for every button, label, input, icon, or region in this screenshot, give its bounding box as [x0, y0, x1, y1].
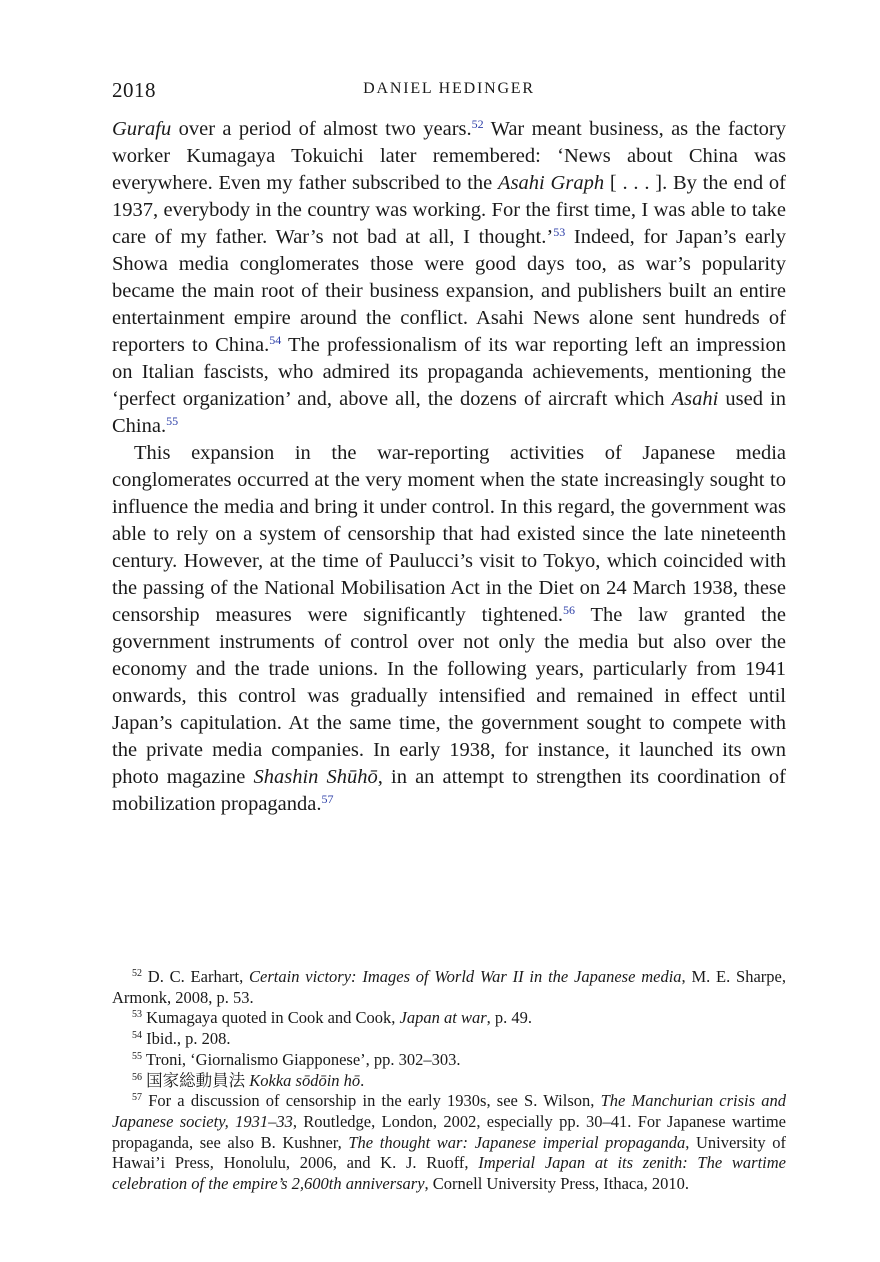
footnote-ref: 56 — [563, 603, 576, 617]
footnote-ref: 52 — [132, 968, 142, 979]
footnote-ref: 52 — [471, 117, 484, 131]
text-run: . — [360, 1070, 365, 1090]
text-run: , in an attempt to strengthen its coordination of mobilization propaganda. — [112, 766, 786, 815]
text-run: Kumagaya quoted in Cook and Cook, — [142, 1008, 400, 1028]
footnote-ref: 56 — [132, 1071, 142, 1083]
footnote-ref: 54 — [269, 333, 282, 347]
footnote — [112, 1071, 786, 1092]
italic-text: Shashin Shūhō — [253, 766, 378, 788]
italic-text: The thought war: Japanese imperial propaganda — [348, 1132, 686, 1152]
footnote-ref: 57 — [321, 792, 334, 806]
text-run: , Cornell University Press, Ithaca, 2010. — [424, 1174, 689, 1194]
footnote — [112, 1050, 786, 1071]
text-run: D. C. Earhart, — [142, 967, 250, 986]
footnotes — [112, 967, 786, 1195]
italic-text: Kokka sōdōin hō — [249, 1070, 361, 1090]
text-run: War meant business, as the factory worker Kumagaya Tokuichi later remembered: ‘News about China was everywhere. Even my father subscribed to the — [112, 118, 786, 194]
text-run: The professionalism of its war reporting left an impression on Italian fascists, who admired its propaganda achievements, mentioning the ‘perfect organization’ and, above all, the dozens of aircraft which — [112, 334, 786, 410]
page-number: 2018 — [112, 78, 156, 102]
paragraph — [112, 440, 786, 818]
running-head-author: DANIEL HEDINGER — [363, 80, 535, 97]
text-run: This expansion in the war-reporting activities of Japanese media conglomerates occurred at the very moment when the state increasingly sought to influence the media and bring it under control. In this regard, the government was able to rely on a system of censorship that had existed since the late nineteenth century. However, at the time of Paulucci’s visit to Tokyo, which coincided with the passing of the National Mobilisation Act in the Diet on 24 March 1938, these censorship measures were significantly tightened. — [112, 442, 786, 626]
italic-text: Japan at war — [399, 1008, 487, 1028]
footnote — [112, 967, 786, 1008]
italic-text: Imperial Japan at its zenith: The wartime celebration of the empire’s 2,600th anniversary — [112, 1153, 786, 1194]
italic-text: Gurafu — [112, 118, 172, 140]
text-run: , University of Hawai’i Press, Honolulu, 2006, and K. J. Ruoff, — [112, 1132, 786, 1173]
text-run: used in China. — [112, 388, 786, 437]
footnote — [112, 1008, 786, 1029]
text-run: The law granted the government instruments of control over not only the media but also over the economy and the trade unions. In the following years, particularly from 1941 onwards, this control was gradually intensified and remained in effect until Japan’s capitulation. At the same time, the government sought to compete with the private media companies. In early 1938, for instance, it launched its own photo magazine — [112, 604, 786, 788]
footnote-ref: 53 — [132, 1009, 142, 1021]
text-run: Ibid., p. 208. — [142, 1029, 231, 1049]
footnote — [112, 1029, 786, 1050]
footnote-ref: 55 — [132, 1050, 142, 1062]
text-run: , Routledge, London, 2002, especially pp. 30–41. For Japanese wartime propaganda, see also B. Kushner, — [112, 1111, 786, 1152]
text-run: Troni, ‘Giornalismo Giapponese’, pp. 302–303. — [142, 1049, 461, 1069]
footnote-ref: 57 — [132, 1092, 142, 1104]
text-run: , p. 49. — [486, 1008, 533, 1028]
italic-text: Asahi — [671, 388, 719, 410]
footnote-ref: 55 — [166, 414, 179, 428]
text-run: , M. E. Sharpe, Armonk, 2008, p. 53. — [112, 967, 786, 1007]
italic-text: The Manchurian crisis and Japanese society, 1931–33 — [112, 1091, 786, 1131]
footnote — [112, 1091, 786, 1195]
text-run: Indeed, for Japan’s early Showa media conglomerates those were good days too, as war’s popularity became the main root of their business expansion, and publishers built an entire entertainment empire around the conflict. Asahi News alone sent hundreds of reporters to China. — [112, 226, 786, 356]
text-run: over a period of almost two years. — [171, 118, 472, 140]
text-run: For a discussion of censorship in the early 1930s, see S. Wilson, — [142, 1091, 601, 1111]
italic-text: Certain victory: Images of World War II in the Japanese media — [249, 967, 682, 986]
text-run: 国家総動員法 — [142, 1070, 250, 1090]
text-run: [ . . . ]. By the end of 1937, everybody in the country was working. For the first time, I was able to take care of my father. War’s not bad at all, I thought.’ — [112, 172, 786, 248]
italic-text: Asahi Graph — [498, 172, 605, 194]
paragraph — [112, 116, 786, 440]
footnote-ref: 54 — [132, 1030, 142, 1042]
running-header — [112, 78, 786, 106]
main-text — [112, 116, 786, 818]
footnote-ref: 53 — [553, 225, 566, 239]
